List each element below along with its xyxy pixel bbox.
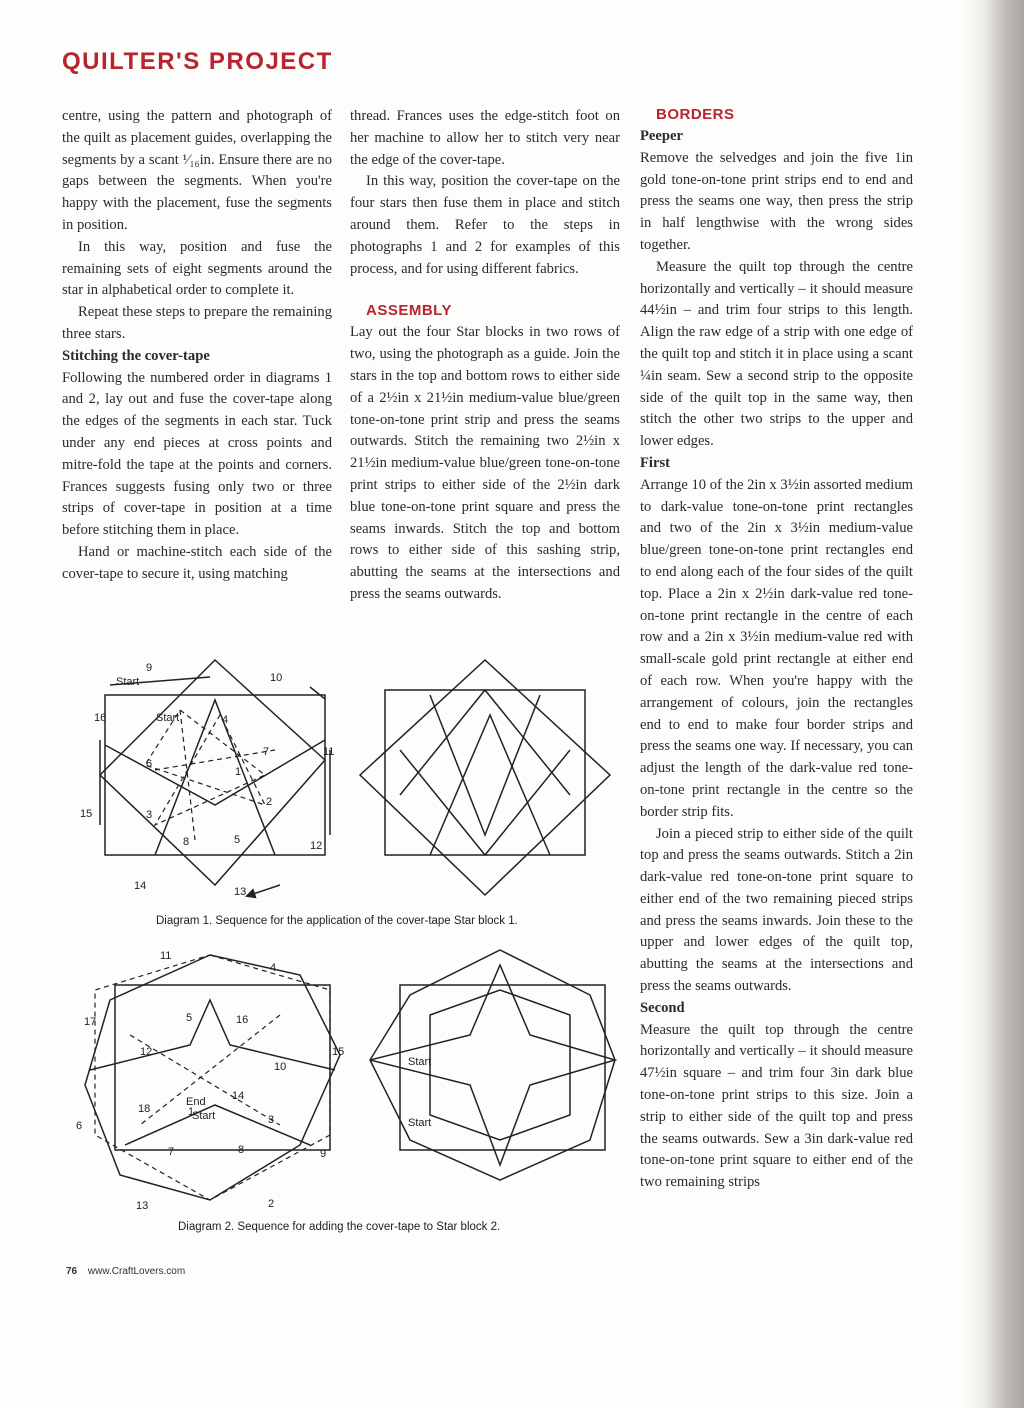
paragraph: Hand or machine-stitch each side of the cover-tape to secure it, using matching [62, 543, 332, 582]
diagram-label: 3 [146, 809, 153, 821]
diagram-label: 7 [263, 746, 270, 758]
diagram-label: 3 [268, 1114, 275, 1126]
paragraph: Join a pieced strip to either side of the quilt top and press the seams outwards. Stitch a 2in dark-value red tone-on-tone print square to either end of the two remaining pieced strips and press the seams inwards. Join these to the upper and lower edges of the quilt top, abutting the seams at the intersections and press the seams outwards. [640, 825, 913, 995]
diagram-label: 9 [146, 662, 153, 674]
subheading-stitching: Stitching the cover-tape [62, 347, 210, 364]
diagram-1-star-block-1 [70, 655, 630, 905]
diagram-label: 15 [80, 808, 93, 820]
diagram-label: 15 [332, 1046, 345, 1058]
diagram-label: 2 [268, 1198, 275, 1210]
diagram-label: 4 [270, 962, 277, 974]
diagram-label: 1 [188, 1106, 195, 1118]
diagram-label: 7 [168, 1146, 175, 1158]
diagram-label: 14 [232, 1090, 245, 1102]
diagram-label: 10 [270, 672, 283, 684]
website-url: www.CraftLovers.com [87, 1266, 186, 1277]
diagram-label: 9 [320, 1148, 327, 1160]
diagram-label: 11 [323, 746, 335, 758]
diagram-label: 18 [138, 1103, 151, 1115]
subheading-second: Second [640, 999, 685, 1016]
diagram-label: 5 [234, 834, 241, 846]
diagram-label: 11 [160, 950, 172, 962]
paragraph: Remove the selvedges and join the five 1in gold tone-on-tone print strips end to end and press the seams one way, then press the strip in half lengthwise with the wrong sides together. [640, 149, 913, 253]
subheading-peeper: Peeper [640, 128, 683, 144]
diagram-label: 14 [134, 880, 147, 892]
paragraph: thread. Frances uses the edge-stitch foot on her machine to allow her to stitch very near the edge of the cover-tape. [350, 108, 620, 168]
diagram-label: 8 [183, 836, 190, 848]
paragraph: Repeat these steps to prepare the remaining three stars. [62, 304, 332, 342]
diagram-1-caption: Diagram 1. Sequence for the application of the cover-tape Star block 1. [156, 915, 518, 927]
page-number: 76 [66, 1266, 78, 1277]
diagram-label: 16 [236, 1014, 249, 1026]
paragraph: centre, using the pattern and photograph of the quilt as placement guides, overlapping the segments by a scant ¹⁄₁₆in. Ensure there are no gaps between the segments. When you're happy with the placement, fuse the segments in position. [62, 108, 332, 233]
subheading-first: First [640, 454, 670, 471]
section-heading-borders: BORDERS [656, 106, 735, 123]
paragraph: In this way, position and fuse the remaining sets of eight segments around the star in alphabetical order to complete it. [62, 238, 332, 299]
text-column-1 [62, 106, 332, 586]
diagram-label: 4 [222, 714, 229, 726]
diagram-label: 2 [266, 796, 273, 808]
diagram-1-labels [80, 662, 334, 898]
paragraph: Arrange 10 of the 2in x 3½in assorted medium to dark-value tone-on-tone print rectangles and two of the 2in x 3½in medium-value blue/green tone-on-tone print rectangles end to end along each of the four sides of the quilt top. Place a 2in x 2½in dark-value red tone-on-tone print rectangle in the centre of each row and a 2in x 3½in medium-value red with small-scale gold print rectangle at either end of each row. When you're happy with the arrangement of colours, join the rectangles end to end to make four border strips and press the seams one way. If necessary, you can adjust the length of the dark-value red tone-on-tone print rectangle in the centre so the border strip fits. [640, 476, 913, 820]
diagram-label: 8 [238, 1144, 245, 1156]
diagram-label: 17 [84, 1016, 97, 1028]
diagram-label: 12 [140, 1046, 153, 1058]
page-header: QUILTER'S PROJECT [62, 48, 333, 75]
diagram-label: 16 [94, 712, 107, 724]
page-footer [66, 1266, 185, 1277]
diagram-label: Start [156, 712, 180, 724]
diagram-label: 13 [234, 886, 247, 898]
diagram-label: Start [408, 1056, 432, 1068]
diagram-label: 6 [146, 758, 153, 770]
paragraph: Measure the quilt top through the centre horizontally and vertically – it should measure 44½in – and trim four strips to this length. Align the raw edge of a strip with one edge of the quilt top and stitch it in place using a scant ¼in seam. Sew a second strip to the opposite side of the quilt top in the same way, then stitch the other two strips to the upper and lower edges. [640, 258, 913, 450]
diagram-2-caption: Diagram 2. Sequence for adding the cover-tape to Star block 2. [178, 1221, 501, 1233]
diagram-label: 10 [274, 1061, 287, 1073]
page-spine-shadow [964, 0, 1024, 1408]
diagram-label: Start [192, 1110, 216, 1122]
text-column-2 [350, 106, 620, 606]
diagram-label: 6 [76, 1120, 83, 1132]
diagram-label: 12 [310, 840, 323, 852]
paragraph: Lay out the four Star blocks in two rows of two, using the photograph as a guide. Join the stars in the top and bottom rows to either side of a 2½in x 21½in medium-value blue/green tone-on-tone print strip and press the seams outwards. Stitch the remaining two 2½in x 21½in medium-value blue/green tone-on-tone print strips to either side of the 2½in dark blue tone-on-tone print square and press the seams inwards. Stitch the top and bottom rows to either side of this sashing strip, abutting the seams at the intersections and press the seams outwards. [350, 324, 620, 602]
diagram-label: Start [408, 1117, 432, 1129]
paragraph: Following the numbered order in diagrams 1 and 2, lay out and fuse the cover-tape along the edges of the segments in each star. Tuck under any end pieces at cross points and mitre-fold the tape at the points and corners. Frances suggests fusing only two or three strips of cover-tape in position at a time before stitching them in place. [62, 369, 332, 539]
section-heading-assembly: ASSEMBLY [366, 302, 452, 320]
diagram-label: 13 [136, 1200, 149, 1212]
diagram-label: End [186, 1096, 206, 1108]
diagram-label: Start [116, 676, 140, 688]
paragraph: Measure the quilt top through the centre horizontally and vertically – it should measure 47½in square – and trim four 3in dark blue tone-on-tone print strips to this size. Join a strip to either side of the quilt top and press the seams outwards. Sew a 3in dark-value red tone-on-tone print square to either end of the two remaining strips [640, 1021, 913, 1191]
paragraph: In this way, position the cover-tape on the four stars then fuse them in place and stitch around them. Refer to the steps in photographs 1 and 2 for examples of this process, and for using different fabrics. [350, 173, 620, 277]
diagram-label: 5 [186, 1012, 193, 1024]
diagram-label: 1 [235, 766, 242, 778]
diagram-2-star-block-2 [70, 945, 630, 1215]
text-column-3 [640, 104, 913, 1194]
